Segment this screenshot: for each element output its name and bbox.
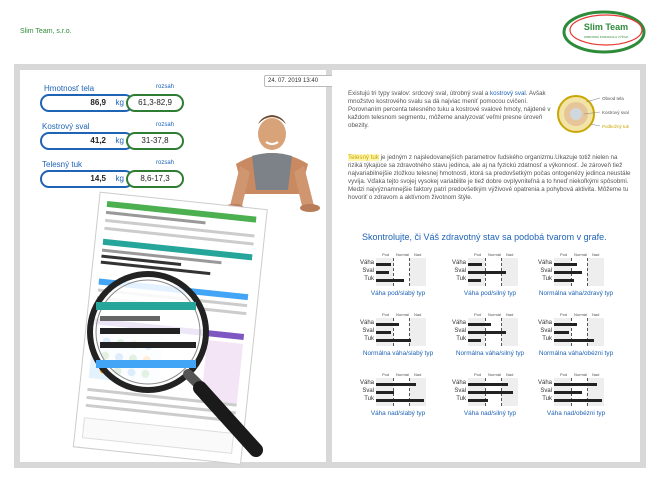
- diagram-label: Kostrový sval: [602, 110, 629, 115]
- metric-pill-fat: [40, 170, 134, 188]
- para1-highlight: kostrový sval: [490, 90, 526, 97]
- metric-pill-muscle: [40, 132, 134, 150]
- column-header: Pod: [474, 312, 482, 317]
- row-label: Váha: [451, 320, 466, 326]
- bar-sval: [376, 391, 394, 394]
- column-header: Normál: [396, 312, 409, 317]
- bar-tuk: [376, 399, 424, 402]
- bar-tuk: [376, 279, 404, 282]
- column-header: Nad: [506, 372, 514, 377]
- metric-label-muscle: Kostrový sval: [42, 122, 90, 131]
- metric-label-weight: Hmotnosť tela: [44, 84, 95, 93]
- column-header: Pod: [560, 252, 568, 257]
- para1-text-b: . Avšak množstvo kostrového svalu sa dá najviac meniť pomocou cvičení. Porovnaním percenta telesného tuku a kostrové svalové hmoty, nájdené v každom telesnom segmentu, môžeme analyzovať veľmi presne úroveň obezity.: [348, 90, 551, 129]
- bar-tuk: [468, 399, 488, 402]
- company-name: Slim Team, s.r.o.: [20, 28, 72, 35]
- bar-váha: [554, 383, 597, 386]
- range-pill-fat: 8,6-17,3: [126, 170, 184, 188]
- type-caption: Normálna váha/slabý typ: [362, 350, 434, 357]
- column-header: Normál: [396, 372, 409, 377]
- row-label: Sval: [454, 388, 466, 394]
- type-caption: Normálna váha/zdravý typ: [538, 290, 614, 297]
- bar-váha: [376, 323, 399, 326]
- row-label: Tuk: [542, 336, 552, 342]
- para1-text-a: Existujú tri typy svalov: srdcový sval, útrobný sval a: [348, 90, 491, 97]
- metric-pill-weight: [40, 94, 134, 112]
- column-header: Nad: [506, 252, 514, 257]
- column-header: Normál: [574, 372, 587, 377]
- row-label: Váha: [537, 260, 552, 266]
- row-label: Váha: [537, 320, 552, 326]
- range-pill-muscle: 31-37,8: [126, 132, 184, 150]
- column-header: Pod: [382, 252, 390, 257]
- metric-unit: kg: [115, 98, 124, 107]
- type-caption: Normálna váha/silný typ: [455, 350, 525, 357]
- para2-highlight: Telesný tuk: [348, 154, 379, 161]
- type-caption: Normálna váha/obézni typ: [538, 350, 614, 357]
- type-caption: Váha nad/slabý typ: [370, 410, 426, 417]
- left-panel: [20, 70, 326, 462]
- column-header: Normál: [396, 252, 409, 257]
- body-type-chart: [444, 372, 536, 432]
- bar-sval: [376, 271, 389, 274]
- logo-text: Slim Team: [583, 22, 629, 32]
- magnifying-glass-icon: [76, 266, 266, 462]
- row-label: Sval: [362, 388, 374, 394]
- normal-max-line: [587, 258, 588, 286]
- para2-text: je jedným z najsledovanejších parametrov ľudského organizmu.Ukazuje totiž nielen na riziká týkajúce sa zdravotného stavu jedinca, ale aj na fyzickú zdatnosť a výkonnosť. Je zároveň tiež najvariabilnejšie zložkou telesnej hmotnosti, ktorá sa predovšetkým počas ontogenézy jedinca neustále vyvíja. Vďaka tejto svojej vysokej variabilite je tiež dobre ovplyvniteľná a to hneď niekoľkými spôsobmi. Medzi najvýznamnejšie faktory patrí predovšetkým výživové opatrenia a pohybová aktivita. Môžeme tu hovoriť o zdravom a aktívnom životnom štýle.: [348, 154, 631, 201]
- column-header: Pod: [474, 372, 482, 377]
- slim-team-logo: [560, 8, 650, 56]
- row-label: Sval: [454, 268, 466, 274]
- column-header: Nad: [592, 312, 600, 317]
- bar-sval: [554, 391, 582, 394]
- date-value: 24. 07. 2019 13:40: [268, 78, 319, 84]
- type-caption: Váha pod/silný typ: [463, 290, 517, 297]
- bar-tuk: [554, 399, 602, 402]
- row-label: Sval: [454, 328, 466, 334]
- bar-váha: [468, 323, 491, 326]
- row-label: Tuk: [542, 276, 552, 282]
- row-label: Sval: [362, 328, 374, 334]
- bar-tuk: [554, 339, 594, 342]
- row-label: Váha: [451, 380, 466, 386]
- range-label: rozsah: [156, 84, 175, 90]
- date-select[interactable]: [264, 75, 340, 87]
- bar-sval: [468, 271, 506, 274]
- metric-value: 14,5: [90, 174, 106, 183]
- metric-label-fat: Telesný tuk: [42, 160, 83, 169]
- bar-tuk: [554, 279, 574, 282]
- column-header: Pod: [382, 372, 390, 377]
- bar-tuk: [468, 339, 481, 342]
- row-label: Tuk: [456, 396, 466, 402]
- bar-váha: [376, 263, 391, 266]
- column-header: Nad: [414, 252, 422, 257]
- bar-váha: [554, 323, 577, 326]
- row-label: Sval: [362, 268, 374, 274]
- bar-váha: [468, 263, 482, 266]
- type-caption: Váha pod/slabý typ: [370, 290, 426, 297]
- type-caption: Váha nad/obézni typ: [546, 410, 606, 417]
- bar-sval: [376, 331, 391, 334]
- row-label: Váha: [537, 380, 552, 386]
- range-pill-weight: 61,3-82,9: [126, 94, 184, 112]
- diagram-label: Obvod tela: [602, 96, 624, 101]
- row-label: Tuk: [456, 336, 466, 342]
- metric-value: 86,9: [90, 98, 106, 107]
- muscle-crosssection-diagram: [556, 88, 646, 140]
- body-type-chart: [530, 252, 622, 312]
- row-label: Sval: [540, 268, 552, 274]
- body-type-chart: [530, 312, 622, 372]
- body-type-chart: [444, 312, 536, 372]
- bar-váha: [468, 383, 508, 386]
- row-label: Sval: [540, 328, 552, 334]
- body-type-chart: [530, 372, 622, 432]
- logo-tagline: ODBORNÁ PORADNA A VÝŽIVA: [583, 35, 629, 39]
- metric-unit: kg: [115, 136, 124, 145]
- bar-tuk: [468, 279, 481, 282]
- column-header: Pod: [474, 252, 482, 257]
- row-label: Tuk: [542, 396, 552, 402]
- bar-sval: [468, 391, 513, 394]
- body-type-chart: [352, 372, 444, 432]
- row-label: Váha: [359, 260, 374, 266]
- bar-tuk: [376, 339, 411, 342]
- column-header: Pod: [382, 312, 390, 317]
- column-header: Nad: [506, 312, 514, 317]
- bar-váha: [376, 383, 416, 386]
- normal-max-line: [409, 258, 410, 286]
- body-type-chart: [352, 312, 444, 372]
- row-label: Tuk: [364, 276, 374, 282]
- column-header: Pod: [560, 372, 568, 377]
- column-header: Normál: [574, 252, 587, 257]
- column-header: Nad: [414, 372, 422, 377]
- row-label: Tuk: [456, 276, 466, 282]
- paragraph-fat: [348, 154, 632, 202]
- column-header: Normál: [488, 252, 501, 257]
- type-caption: Váha nad/silný typ: [463, 410, 517, 417]
- range-label: rozsah: [156, 122, 175, 128]
- range-label: rozsah: [156, 160, 175, 166]
- column-header: Normál: [488, 372, 501, 377]
- row-label: Tuk: [364, 336, 374, 342]
- row-label: Váha: [359, 320, 374, 326]
- column-header: Nad: [414, 312, 422, 317]
- column-header: Pod: [560, 312, 568, 317]
- row-label: Tuk: [364, 396, 374, 402]
- body-type-chart: [352, 252, 444, 312]
- paragraph-muscle: [348, 90, 556, 130]
- column-header: Nad: [592, 372, 600, 377]
- bar-sval: [554, 271, 582, 274]
- bar-váha: [554, 263, 577, 266]
- row-label: Sval: [540, 388, 552, 394]
- metric-unit: kg: [115, 174, 124, 183]
- bar-sval: [468, 331, 506, 334]
- column-header: Normál: [574, 312, 587, 317]
- bar-sval: [554, 331, 569, 334]
- column-header: Normál: [488, 312, 501, 317]
- diagram-label: Podkožný tuk: [602, 124, 630, 129]
- row-label: Váha: [451, 260, 466, 266]
- body-type-chart: [444, 252, 536, 312]
- section-title: Skontrolujte, či Váš zdravotný stav sa podobá tvarom v grafe.: [362, 232, 607, 242]
- metric-value: 41,2: [90, 136, 106, 145]
- row-label: Váha: [359, 380, 374, 386]
- column-header: Nad: [592, 252, 600, 257]
